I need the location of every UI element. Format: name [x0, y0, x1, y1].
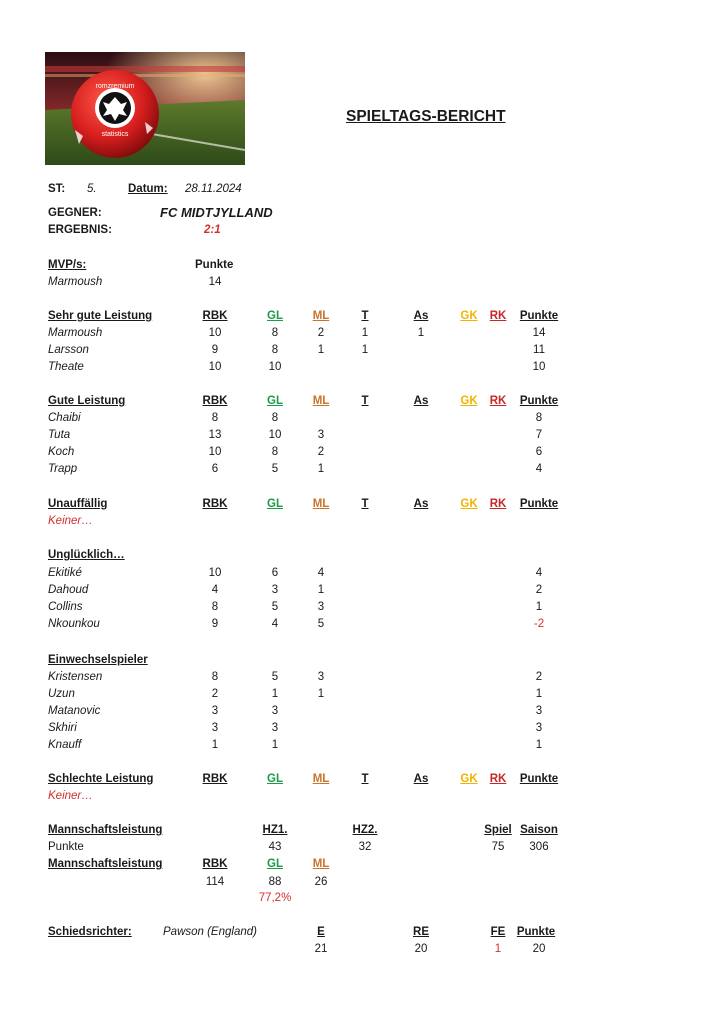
- col-header-rbk: RBK: [202, 310, 228, 322]
- team-punkte-label: Punkte: [48, 841, 84, 853]
- cell-pkt: -2: [533, 618, 545, 630]
- player-name: Collins: [48, 601, 83, 613]
- col-header-ml: ML: [312, 310, 330, 322]
- section-heading: Einwechselspieler: [48, 654, 148, 666]
- player-name: Chaibi: [48, 412, 81, 424]
- col-header-rbk: RBK: [202, 773, 228, 785]
- col-header-as: As: [413, 395, 429, 407]
- col-header-rk: RK: [489, 395, 507, 407]
- team-quote: 77,2%: [258, 892, 292, 904]
- cell-pkt: 2: [535, 671, 543, 683]
- cell-ml: 1: [317, 688, 325, 700]
- cell-gl: 8: [271, 446, 279, 458]
- player-name: Tuta: [48, 429, 71, 441]
- referee-re: 20: [414, 943, 428, 955]
- col-header-t: T: [361, 498, 369, 510]
- cell-rbk: 8: [211, 412, 219, 424]
- col-header-gk: GK: [460, 498, 478, 510]
- referee-e: 21: [314, 943, 328, 955]
- logo-ring-top-text: romzremium: [95, 83, 135, 90]
- cell-gl: 1: [271, 688, 279, 700]
- mvp-punkte: 14: [208, 276, 222, 288]
- team-heading: Mannschaftsleistung: [48, 824, 163, 836]
- cell-t: 1: [361, 327, 369, 339]
- cell-gl: 5: [271, 601, 279, 613]
- player-name: Theate: [48, 361, 84, 373]
- col-header-ml: ML: [312, 395, 330, 407]
- col-header-punkte: Punkte: [519, 498, 559, 510]
- player-name: Uzun: [48, 688, 75, 700]
- col-header-as: As: [413, 773, 429, 785]
- datum-value: 28.11.2024: [185, 183, 242, 195]
- cell-ml: 4: [317, 567, 325, 579]
- cell-pkt: 3: [535, 705, 543, 717]
- cell-as: 1: [417, 327, 425, 339]
- mvp-label: MVP/s:: [48, 259, 87, 271]
- section-heading: Schlechte Leistung: [48, 773, 154, 785]
- cell-t: 1: [361, 344, 369, 356]
- section-heading: Unauffällig: [48, 498, 108, 510]
- cell-rbk: 8: [211, 671, 219, 683]
- stadium-ball-illustration: [45, 52, 245, 165]
- cell-rbk: 4: [211, 584, 219, 596]
- cell-rbk: 10: [208, 567, 222, 579]
- gegner-value: FC MIDTJYLLAND: [160, 205, 273, 220]
- referee-fe-label: FE: [490, 926, 506, 938]
- cell-rbk: 1: [211, 739, 219, 751]
- none-note: Keiner…: [48, 790, 93, 802]
- cell-pkt: 1: [535, 739, 543, 751]
- cell-ml: 1: [317, 463, 325, 475]
- cell-gl: 8: [271, 344, 279, 356]
- cell-ml: 3: [317, 429, 325, 441]
- player-name: Kristensen: [48, 671, 103, 683]
- cell-pkt: 10: [532, 361, 546, 373]
- col-header-gl: GL: [267, 310, 283, 322]
- team-gl: 88: [268, 876, 282, 888]
- team-hz2-label: HZ2.: [352, 824, 378, 836]
- cell-ml: 3: [317, 671, 325, 683]
- cell-ml: 2: [317, 446, 325, 458]
- col-header-rbk: RBK: [202, 858, 228, 870]
- cell-pkt: 4: [535, 567, 543, 579]
- player-name: Skhiri: [48, 722, 77, 734]
- section-heading: Sehr gute Leistung: [48, 310, 153, 322]
- cell-gl: 6: [271, 567, 279, 579]
- cell-ml: 1: [317, 344, 325, 356]
- team-hz1: 43: [268, 841, 282, 853]
- col-header-rbk: RBK: [202, 395, 228, 407]
- ergebnis-label: ERGEBNIS:: [48, 224, 112, 236]
- col-header-rk: RK: [489, 310, 507, 322]
- col-header-gl: GL: [267, 395, 283, 407]
- col-header-gk: GK: [460, 395, 478, 407]
- mvp-name: Marmoush: [48, 276, 103, 288]
- cell-gl: 1: [271, 739, 279, 751]
- referee-name: Pawson (England): [163, 926, 257, 938]
- player-name: Ekitiké: [48, 567, 82, 579]
- cell-rbk: 10: [208, 361, 222, 373]
- team-hz1-label: HZ1.: [262, 824, 288, 836]
- st-label: ST:: [48, 183, 66, 195]
- team-saison: 306: [529, 841, 549, 853]
- team-hz2: 32: [358, 841, 372, 853]
- cell-rbk: 2: [211, 688, 219, 700]
- col-header-t: T: [361, 395, 369, 407]
- cell-gl: 5: [271, 463, 279, 475]
- cell-gl: 3: [271, 584, 279, 596]
- col-header-rk: RK: [489, 773, 507, 785]
- col-header-punkte: Punkte: [519, 310, 559, 322]
- datum-label: Datum:: [128, 183, 168, 195]
- section-heading: Unglücklich…: [48, 549, 125, 561]
- player-name: Trapp: [48, 463, 78, 475]
- col-header-rk: RK: [489, 498, 507, 510]
- player-name: Marmoush: [48, 327, 103, 339]
- col-header-gk: GK: [460, 773, 478, 785]
- cell-gl: 3: [271, 722, 279, 734]
- mvp-punkte-label: Punkte: [195, 259, 234, 271]
- referee-e-label: E: [317, 926, 325, 938]
- cell-pkt: 4: [535, 463, 543, 475]
- col-header-t: T: [361, 773, 369, 785]
- cell-pkt: 6: [535, 446, 543, 458]
- cell-ml: 5: [317, 618, 325, 630]
- cell-ml: 2: [317, 327, 325, 339]
- col-header-ml: ML: [312, 773, 330, 785]
- col-header-ml: ML: [312, 498, 330, 510]
- referee-heading: Schiedsrichter:: [48, 926, 132, 938]
- player-name: Matanovic: [48, 705, 101, 717]
- cell-pkt: 8: [535, 412, 543, 424]
- player-name: Larsson: [48, 344, 89, 356]
- cell-gl: 3: [271, 705, 279, 717]
- team-ml: 26: [314, 876, 328, 888]
- cell-pkt: 2: [535, 584, 543, 596]
- player-name: Nkounkou: [48, 618, 100, 630]
- referee-punkte-label: Punkte: [516, 926, 556, 938]
- col-header-as: As: [413, 498, 429, 510]
- team-saison-label: Saison: [520, 824, 558, 836]
- cell-rbk: 13: [208, 429, 222, 441]
- cell-rbk: 3: [211, 705, 219, 717]
- page-title: SPIELTAGS-BERICHT: [346, 108, 506, 125]
- gegner-label: GEGNER:: [48, 207, 102, 219]
- col-header-punkte: Punkte: [519, 395, 559, 407]
- cell-rbk: 10: [208, 327, 222, 339]
- referee-punkte: 20: [532, 943, 546, 955]
- ergebnis-value: 2:1: [204, 224, 221, 236]
- cell-gl: 10: [268, 429, 282, 441]
- col-header-gl: GL: [267, 498, 283, 510]
- team-heading-2: Mannschaftsleistung: [48, 858, 163, 870]
- team-rbk: 114: [205, 876, 225, 888]
- player-name: Koch: [48, 446, 75, 458]
- col-header-gl: GL: [267, 858, 283, 870]
- cell-pkt: 11: [533, 344, 545, 356]
- cell-pkt: 1: [535, 688, 543, 700]
- none-note: Keiner…: [48, 515, 93, 527]
- col-header-punkte: Punkte: [519, 773, 559, 785]
- cell-rbk: 9: [211, 344, 219, 356]
- referee-fe: 1: [494, 943, 502, 955]
- cell-rbk: 3: [211, 722, 219, 734]
- st-value: 5.: [87, 183, 97, 195]
- cell-pkt: 3: [535, 722, 543, 734]
- col-header-as: As: [413, 310, 429, 322]
- cell-ml: 3: [317, 601, 325, 613]
- referee-re-label: RE: [413, 926, 429, 938]
- cell-gl: 10: [268, 361, 282, 373]
- team-spiel: 75: [491, 841, 505, 853]
- cell-rbk: 9: [211, 618, 219, 630]
- col-header-gl: GL: [267, 773, 283, 785]
- col-header-ml: ML: [312, 858, 330, 870]
- player-name: Dahoud: [48, 584, 89, 596]
- cell-gl: 8: [271, 327, 279, 339]
- col-header-t: T: [361, 310, 369, 322]
- cell-pkt: 7: [535, 429, 543, 441]
- cell-pkt: 14: [532, 327, 546, 339]
- cell-ml: 1: [317, 584, 325, 596]
- logo-ring-bottom-text: statistics: [101, 131, 129, 138]
- col-header-gk: GK: [460, 310, 478, 322]
- header-photo-stadium-ball: [45, 52, 245, 165]
- cell-rbk: 10: [208, 446, 222, 458]
- cell-rbk: 8: [211, 601, 219, 613]
- col-header-rbk: RBK: [202, 498, 228, 510]
- cell-gl: 4: [271, 618, 279, 630]
- team-spiel-label: Spiel: [484, 824, 512, 836]
- cell-gl: 8: [271, 412, 279, 424]
- section-heading: Gute Leistung: [48, 395, 126, 407]
- cell-pkt: 1: [535, 601, 543, 613]
- cell-gl: 5: [271, 671, 279, 683]
- player-name: Knauff: [48, 739, 82, 751]
- cell-rbk: 6: [211, 463, 219, 475]
